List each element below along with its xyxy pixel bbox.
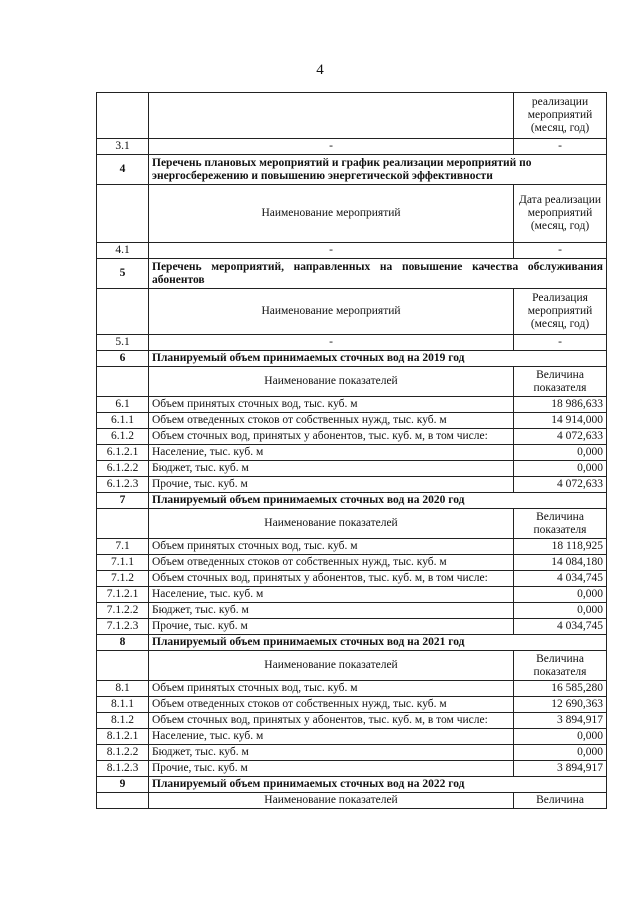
cell-name: - [149, 243, 514, 259]
cell-number: 6.1.2.1 [97, 445, 149, 461]
section-number: 9 [97, 777, 149, 793]
cell-name: Бюджет, тыс. куб. м [149, 745, 514, 761]
cell-name: Объем сточных вод, принятых у абонентов, тыс. куб. м, в том числе: [149, 429, 514, 445]
table-row [97, 697, 607, 713]
cell-number: 7.1 [97, 539, 149, 555]
cell-number: 7.1.2.2 [97, 603, 149, 619]
table-row [97, 243, 607, 259]
cell-name: Объем принятых сточных вод, тыс. куб. м [149, 397, 514, 413]
table-row [97, 571, 607, 587]
column-header-name: Наименование показателей [149, 651, 514, 681]
cell-name: - [149, 335, 514, 351]
table-row [97, 713, 607, 729]
table-row [97, 761, 607, 777]
table-row [97, 397, 607, 413]
cell-number [97, 185, 149, 243]
section-title-row [97, 777, 607, 793]
table-row [97, 539, 607, 555]
cell-value: 0,000 [514, 445, 607, 461]
cell-value: 0,000 [514, 745, 607, 761]
cell-name: Прочие, тыс. куб. м [149, 619, 514, 635]
table-row [97, 745, 607, 761]
cell-name: Прочие, тыс. куб. м [149, 477, 514, 493]
cell-number: 5.1 [97, 335, 149, 351]
column-header-value: Дата реализации мероприятий (месяц, год) [514, 185, 607, 243]
column-header-name: Наименование показателей [149, 793, 514, 809]
cell-value: 16 585,280 [514, 681, 607, 697]
cell-value: - [514, 243, 607, 259]
cell-name: Объем принятых сточных вод, тыс. куб. м [149, 681, 514, 697]
section-title: Планируемый объем принимаемых сточных вод на 2021 год [149, 635, 607, 651]
section-title-row [97, 155, 607, 185]
cell-value: 0,000 [514, 603, 607, 619]
column-header-value: Величина [514, 793, 607, 809]
table-row [97, 555, 607, 571]
cell-name: Бюджет, тыс. куб. м [149, 461, 514, 477]
table-row [97, 681, 607, 697]
column-header-row [97, 185, 607, 243]
table-row [97, 477, 607, 493]
cell-value: 18 118,925 [514, 539, 607, 555]
column-header-row [97, 509, 607, 539]
column-header-name: Наименование показателей [149, 367, 514, 397]
cell-number: 8.1 [97, 681, 149, 697]
cell-number: 8.1.2.2 [97, 745, 149, 761]
column-header-name: Наименование мероприятий [149, 289, 514, 335]
table-row [97, 139, 607, 155]
cell-value: 14 084,180 [514, 555, 607, 571]
cell-value: 4 034,745 [514, 571, 607, 587]
cell-number [97, 367, 149, 397]
cell-name: Прочие, тыс. куб. м [149, 761, 514, 777]
section-title-row [97, 259, 607, 289]
cell-value: - [514, 335, 607, 351]
cell-name: Население, тыс. куб. м [149, 587, 514, 603]
cell-number: 7.1.2 [97, 571, 149, 587]
section-title: Планируемый объем принимаемых сточных вод на 2019 год [149, 351, 607, 367]
table-row [97, 413, 607, 429]
document-table [96, 92, 607, 809]
section-number: 8 [97, 635, 149, 651]
cell-value: 4 072,633 [514, 429, 607, 445]
cell-value: 4 034,745 [514, 619, 607, 635]
cell-name: Население, тыс. куб. м [149, 729, 514, 745]
cell-value: - [514, 139, 607, 155]
section-number: 7 [97, 493, 149, 509]
table-row [97, 429, 607, 445]
cell-value: 4 072,633 [514, 477, 607, 493]
cell-name: Объем сточных вод, принятых у абонентов, тыс. куб. м, в том числе: [149, 713, 514, 729]
column-header-row [97, 651, 607, 681]
column-header-value: Величина показателя [514, 367, 607, 397]
cell-number [97, 793, 149, 809]
cell-number: 6.1.2.2 [97, 461, 149, 477]
table-row [97, 461, 607, 477]
column-header-name: Наименование мероприятий [149, 185, 514, 243]
column-header-row [97, 367, 607, 397]
column-header-row [97, 289, 607, 335]
cell-number: 8.1.1 [97, 697, 149, 713]
table-row [97, 619, 607, 635]
cell-number: 4.1 [97, 243, 149, 259]
cell-number: 7.1.2.3 [97, 619, 149, 635]
section-title: Перечень мероприятий, направленных на повышение качества обслуживания абонентов [149, 259, 607, 289]
column-header-row [97, 793, 607, 809]
cell-name: Население, тыс. куб. м [149, 445, 514, 461]
section-title: Планируемый объем принимаемых сточных вод на 2020 год [149, 493, 607, 509]
column-header-value: Величина показателя [514, 509, 607, 539]
cell-number [97, 93, 149, 139]
cell-value: 14 914,000 [514, 413, 607, 429]
section-title-row [97, 351, 607, 367]
cell-value: 0,000 [514, 461, 607, 477]
cell-number: 8.1.2 [97, 713, 149, 729]
table-row [97, 445, 607, 461]
cell-number: 7.1.2.1 [97, 587, 149, 603]
cell-name: Объем сточных вод, принятых у абонентов, тыс. куб. м, в том числе: [149, 571, 514, 587]
table-row [97, 587, 607, 603]
cell-name [149, 93, 514, 139]
column-header-value: Реализация мероприятий (месяц, год) [514, 289, 607, 335]
section-number: 4 [97, 155, 149, 185]
cell-number: 8.1.2.3 [97, 761, 149, 777]
cell-number: 8.1.2.1 [97, 729, 149, 745]
section-title-row [97, 635, 607, 651]
cell-number: 6.1.2 [97, 429, 149, 445]
cell-name: Объем принятых сточных вод, тыс. куб. м [149, 539, 514, 555]
cell-name: Объем отведенных стоков от собственных нужд, тыс. куб. м [149, 697, 514, 713]
table-row [97, 603, 607, 619]
section-title-row [97, 493, 607, 509]
cell-number: 3.1 [97, 139, 149, 155]
column-header-value: Величина показателя [514, 651, 607, 681]
table-row [97, 93, 607, 139]
cell-name: - [149, 139, 514, 155]
cell-number [97, 651, 149, 681]
section-title: Планируемый объем принимаемых сточных вод на 2022 год [149, 777, 607, 793]
page-number: 4 [316, 62, 324, 78]
cell-number: 6.1 [97, 397, 149, 413]
cell-column-header: реализации мероприятий (месяц, год) [514, 93, 607, 139]
cell-value: 12 690,363 [514, 697, 607, 713]
cell-number [97, 289, 149, 335]
cell-name: Объем отведенных стоков от собственных нужд, тыс. куб. м [149, 413, 514, 429]
section-number: 5 [97, 259, 149, 289]
table-row [97, 335, 607, 351]
cell-value: 3 894,917 [514, 761, 607, 777]
column-header-name: Наименование показателей [149, 509, 514, 539]
cell-name: Объем отведенных стоков от собственных нужд, тыс. куб. м [149, 555, 514, 571]
cell-number: 7.1.1 [97, 555, 149, 571]
cell-value: 0,000 [514, 729, 607, 745]
section-number: 6 [97, 351, 149, 367]
cell-name: Бюджет, тыс. куб. м [149, 603, 514, 619]
cell-number: 6.1.2.3 [97, 477, 149, 493]
cell-value: 18 986,633 [514, 397, 607, 413]
section-title: Перечень плановых мероприятий и график реализации мероприятий по энергосбережению и повышению энергетической эффективности [149, 155, 607, 185]
cell-number: 6.1.1 [97, 413, 149, 429]
cell-value: 3 894,917 [514, 713, 607, 729]
table-row [97, 729, 607, 745]
cell-value: 0,000 [514, 587, 607, 603]
cell-number [97, 509, 149, 539]
